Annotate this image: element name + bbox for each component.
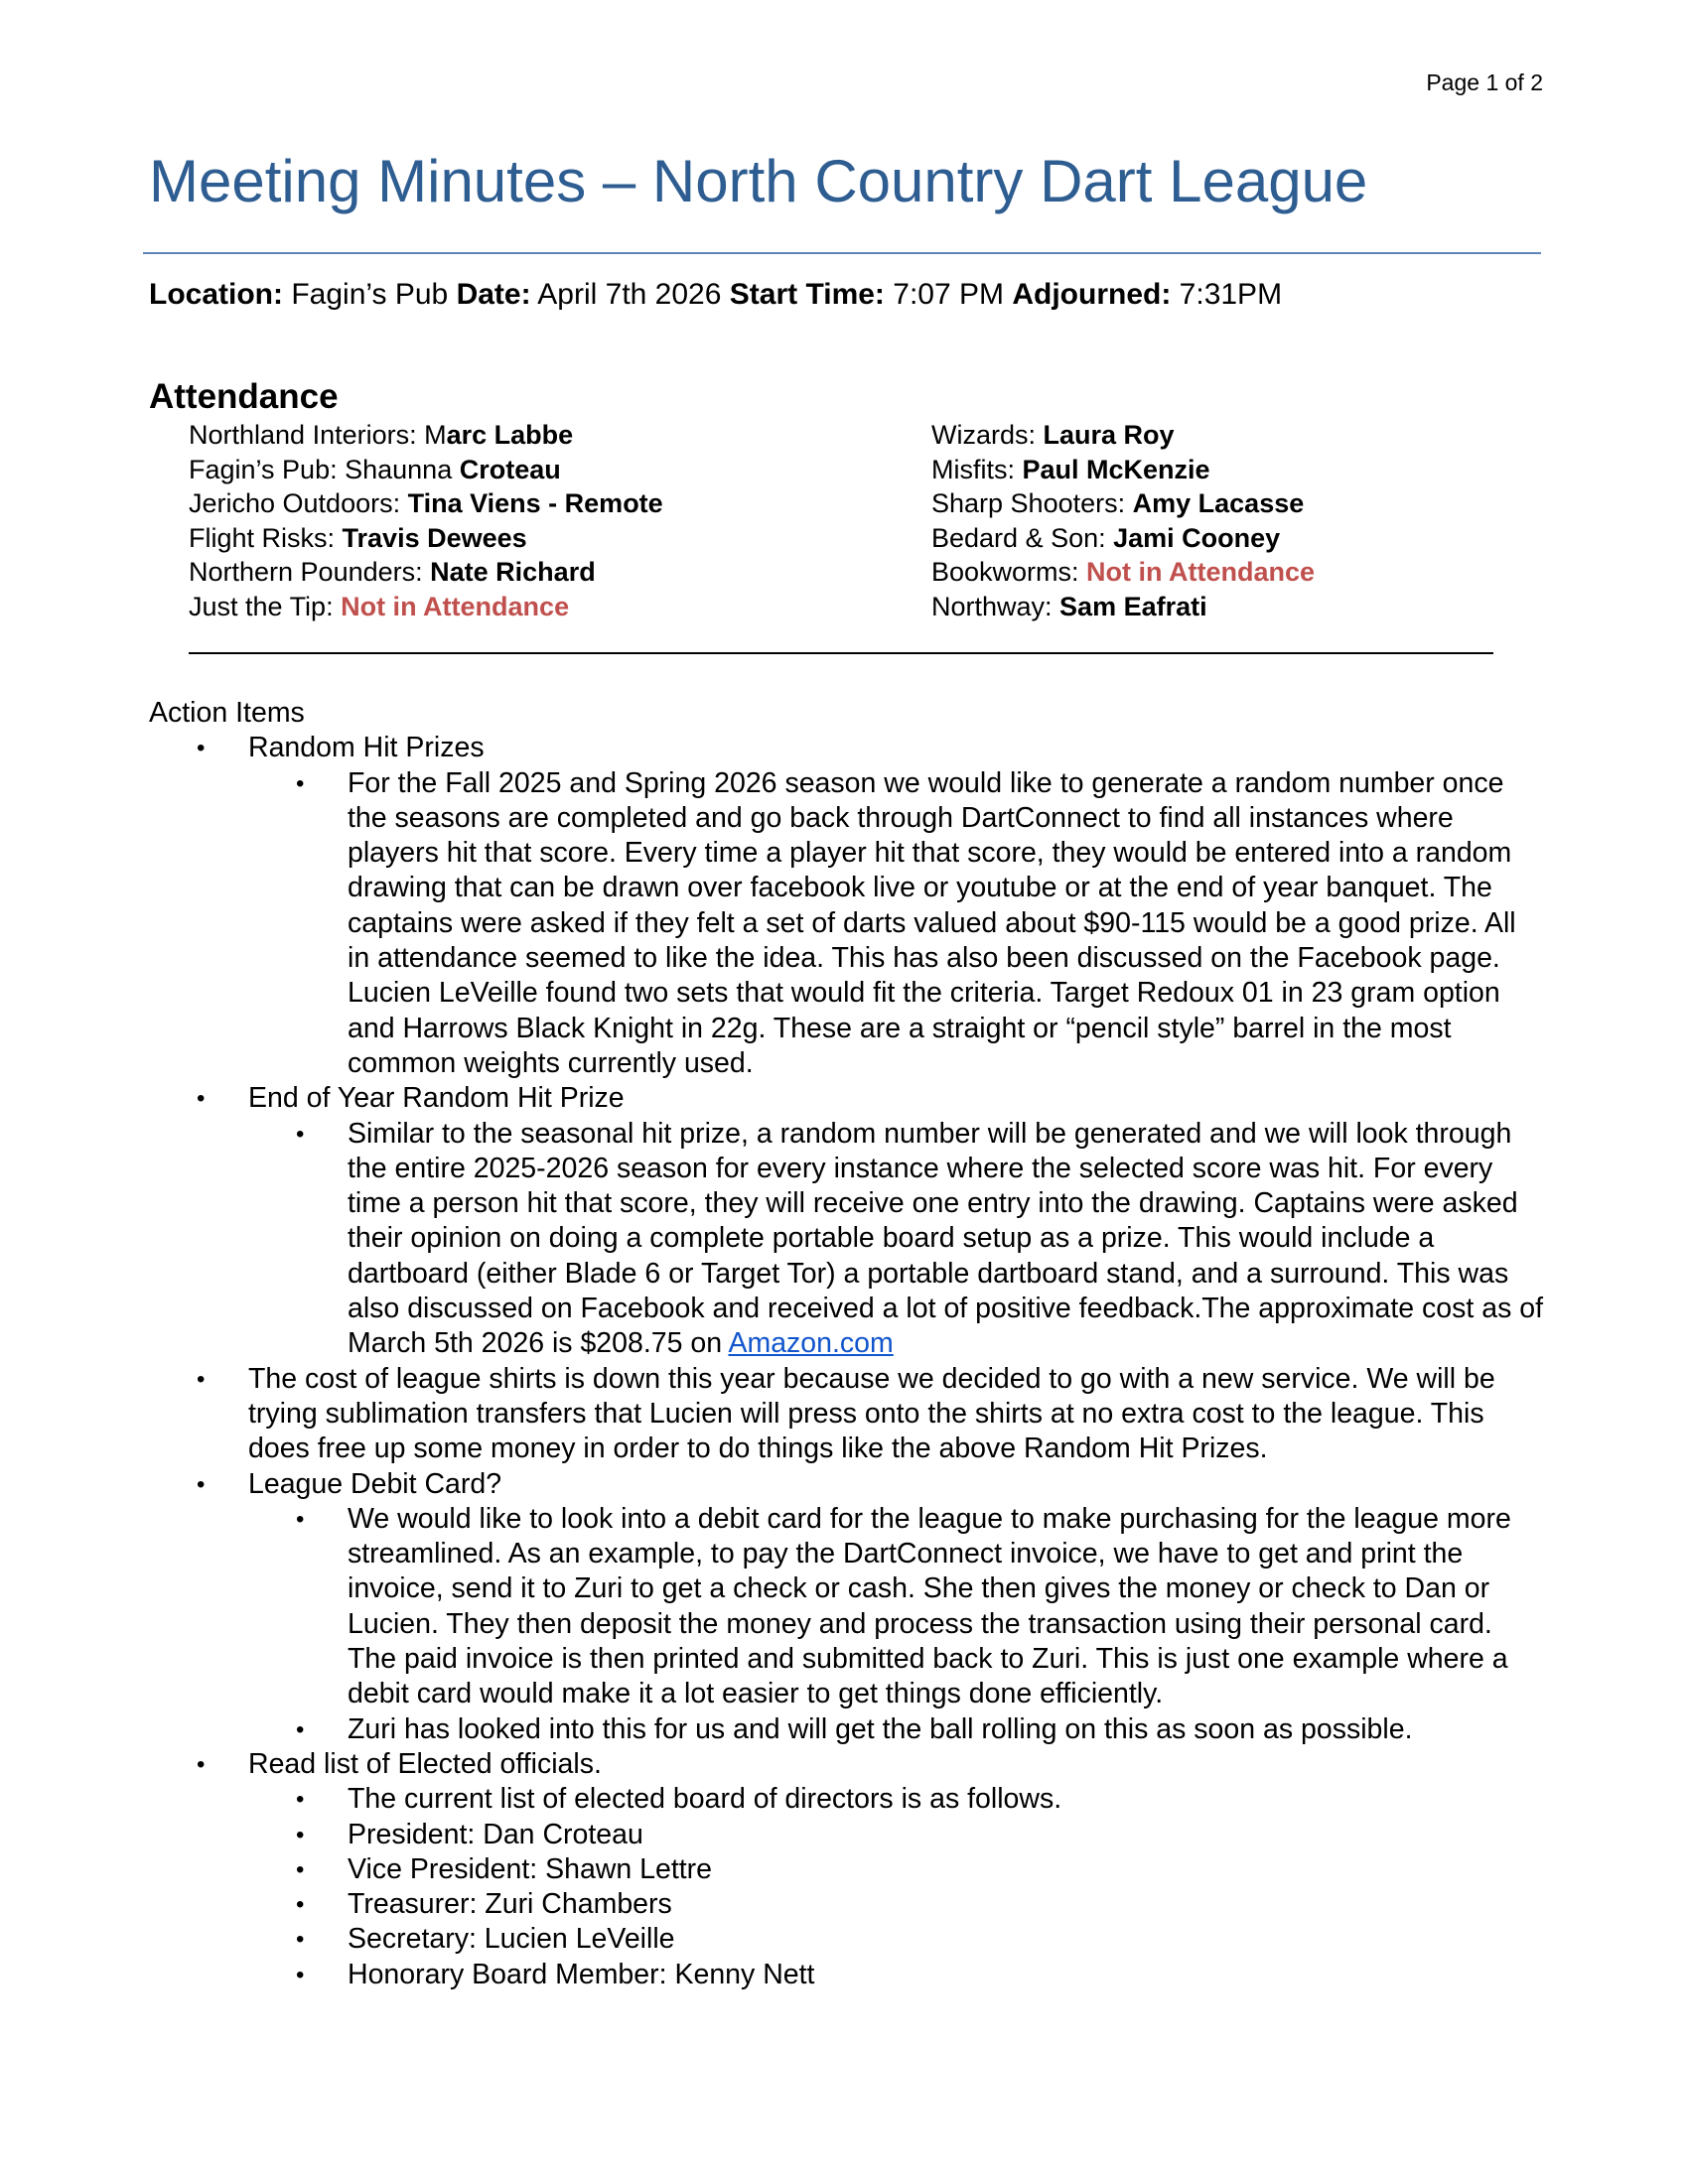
sub-item <box>149 1958 1544 1992</box>
attendance-row <box>189 521 663 556</box>
page-number: Page 1 of 2 <box>1426 69 1543 95</box>
meeting-details <box>149 278 1282 312</box>
page-title: Meeting Minutes – North Country Dart League <box>149 148 1368 214</box>
team-name: Flight Risks: <box>189 522 343 553</box>
bullet-icon: • <box>296 1715 305 1743</box>
bullet-icon: • <box>296 1821 305 1848</box>
amazon-link[interactable]: Amazon.com <box>728 1327 894 1360</box>
action-item-sublist <box>248 766 1544 1082</box>
action-item-text: The cost of league shirts is down this year because we decided to go with a new service. We will be trying sublimation transfers that Lucien will press onto the shirts at no extra cost to the league. This does free up some money in order to do things like the above Random Hit Prizes. <box>248 1362 1495 1465</box>
absence-note: Not in Attendance <box>341 591 570 621</box>
attendance-row <box>931 590 1315 624</box>
team-name: Bedard & Son: <box>931 522 1114 553</box>
captain-name: Croteau <box>459 454 561 484</box>
captain-name: Paul McKenzie <box>1022 454 1210 484</box>
sub-item <box>149 1117 1544 1362</box>
start-time-label: Start Time: <box>729 278 885 311</box>
sub-item-text: Similar to the seasonal hit prize, a random number will be generated and we will look through the entire 2025-2026 season for every instance where the selected score was hit. For every time a person hit that score, they will receive one entry into the drawing. Captains were asked their opinion on doing a complete portable board setup as a prize. This would include a dartboard (either Blade 6 or Target Tor) a portable dartboard stand, and a surround. This was also discussed on Facebook and received a lot of positive feedback.The approximate cost as of March 5th 2026 is $208.75 on <box>348 1117 1544 1360</box>
sub-item-text: Treasurer: Zuri Chambers <box>348 1888 672 1921</box>
sub-item <box>149 766 1544 1082</box>
action-item-text: League Debit Card? <box>248 1467 502 1500</box>
attendance-row <box>931 555 1315 590</box>
captain-name: Laura Roy <box>1043 420 1175 450</box>
action-item-sublist <box>248 1782 1544 1992</box>
bullet-icon: • <box>296 769 305 797</box>
attendance-row <box>931 453 1315 487</box>
bullet-icon: • <box>296 1855 305 1883</box>
attendance-left-column <box>189 418 663 623</box>
captain-name-plain: M <box>424 420 447 450</box>
bullet-icon: • <box>296 1961 305 1988</box>
action-items-heading: Action Items <box>149 697 305 729</box>
title-divider <box>143 252 1541 254</box>
sub-item <box>149 1782 1544 1817</box>
attendance-divider <box>189 652 1493 654</box>
action-item-text: Read list of Elected officials. <box>248 1747 602 1780</box>
bullet-icon: • <box>296 1926 305 1954</box>
attendance-right-column <box>931 418 1315 623</box>
bullet-icon: • <box>197 1750 206 1778</box>
sub-item-text: We would like to look into a debit card for the league to make purchasing for the league more streamlined. As an example, to pay the DartConnect invoice, we have to get and print the invoice, send it to Zuri to get a check or cash. She then gives the money or check to Dan or Lucien. They then deposit the money and process the transaction using their personal card. The paid invoice is then printed and submitted back to Zuri. This is just one example where a debit card would make it a lot easier to get things done efficiently. <box>348 1502 1511 1710</box>
captain-name: Tina Viens - Remote <box>407 488 663 518</box>
team-name: Bookworms: <box>931 557 1087 587</box>
bullet-icon: • <box>197 1470 206 1498</box>
date-label: Date: <box>456 278 531 311</box>
attendance-row <box>931 418 1315 453</box>
start-time-value: 7:07 PM <box>893 278 1004 311</box>
action-item <box>149 731 1544 1081</box>
sub-item-text: Honorary Board Member: Kenny Nett <box>348 1958 815 1990</box>
action-item <box>149 1081 1544 1361</box>
bullet-icon: • <box>197 1085 206 1113</box>
action-items-list <box>149 731 1544 1992</box>
sub-item <box>149 1818 1544 1852</box>
sub-item-text: Vice President: Shawn Lettre <box>348 1852 713 1885</box>
team-name: Sharp Shooters: <box>931 488 1133 518</box>
action-item-sublist <box>248 1502 1544 1747</box>
sub-item <box>149 1712 1544 1747</box>
sub-item <box>149 1887 1544 1922</box>
team-name: Wizards: <box>931 420 1044 450</box>
sub-item-text: Secretary: Lucien LeVeille <box>348 1923 675 1956</box>
captain-name: Sam Eafrati <box>1059 591 1207 621</box>
sub-item-text: The current list of elected board of directors is as follows. <box>348 1783 1062 1816</box>
team-name: Misfits: <box>931 454 1023 484</box>
attendance-row <box>189 418 663 453</box>
attendance-row <box>189 590 663 624</box>
bullet-icon: • <box>197 1365 206 1393</box>
team-name: Just the Tip: <box>189 591 342 621</box>
action-items-section <box>149 696 1544 1992</box>
attendance-row <box>931 486 1315 521</box>
sub-item <box>149 1852 1544 1887</box>
captain-name: Amy Lacasse <box>1132 488 1305 518</box>
sub-item <box>149 1922 1544 1957</box>
location-label: Location: <box>149 278 283 311</box>
team-name: Northern Pounders: <box>189 557 431 587</box>
adjourned-label: Adjourned: <box>1012 278 1172 311</box>
captain-name: arc Labbe <box>446 420 574 450</box>
attendance-row <box>189 486 663 521</box>
sub-item-text: Zuri has looked into this for us and will get the ball rolling on this as soon as possible. <box>348 1712 1413 1745</box>
attendance-heading: Attendance <box>149 377 339 416</box>
adjourned-value: 7:31PM <box>1179 278 1283 311</box>
attendance-row <box>931 521 1315 556</box>
captain-name: Travis Dewees <box>342 522 527 553</box>
sub-item-text: President: Dan Croteau <box>348 1818 643 1850</box>
bullet-icon: • <box>296 1505 305 1533</box>
sub-item <box>149 1502 1544 1712</box>
action-item-text: End of Year Random Hit Prize <box>248 1082 625 1115</box>
captain-name: Jami Cooney <box>1113 522 1281 553</box>
action-item-text: Random Hit Prizes <box>248 732 485 764</box>
attendance-row <box>189 453 663 487</box>
action-item <box>149 1362 1544 1467</box>
bullet-icon: • <box>296 1120 305 1148</box>
team-name: Jericho Outdoors: <box>189 488 408 518</box>
attendance-row <box>189 555 663 590</box>
absence-note: Not in Attendance <box>1086 557 1316 587</box>
captain-name: Nate Richard <box>430 557 596 587</box>
bullet-icon: • <box>296 1786 305 1814</box>
action-item-sublist <box>248 1117 1544 1362</box>
team-name: Northland Interiors: <box>189 420 425 450</box>
team-name: Fagin’s Pub: <box>189 454 346 484</box>
bullet-icon: • <box>197 735 206 762</box>
team-name: Northway: <box>931 591 1060 621</box>
date-value: April 7th 2026 <box>537 278 722 311</box>
action-item <box>149 1467 1544 1747</box>
location-value: Fagin’s Pub <box>291 278 449 311</box>
action-item <box>149 1747 1544 1992</box>
captain-name-plain: Shaunna <box>345 454 460 484</box>
bullet-icon: • <box>296 1891 305 1919</box>
sub-item-text: For the Fall 2025 and Spring 2026 season we would like to generate a random number once the seasons are completed and go back through DartConnect to find all instances where players hit that score. Every time a player hit that score, they would be entered into a random drawing that can be drawn over facebook live or youtube or at the end of year banquet. The captains were asked if they felt a set of darts valued about $90-115 would be a good prize. All in attendance seemed to like the idea. This has also been discussed on the Facebook page. Lucien LeVeille found two sets that would fit the criteria. Target Redoux 01 in 23 gram option and Harrows Black Knight in 22g. These are a straight or “pencil style” barrel in the most common weights currently used. <box>348 766 1516 1079</box>
